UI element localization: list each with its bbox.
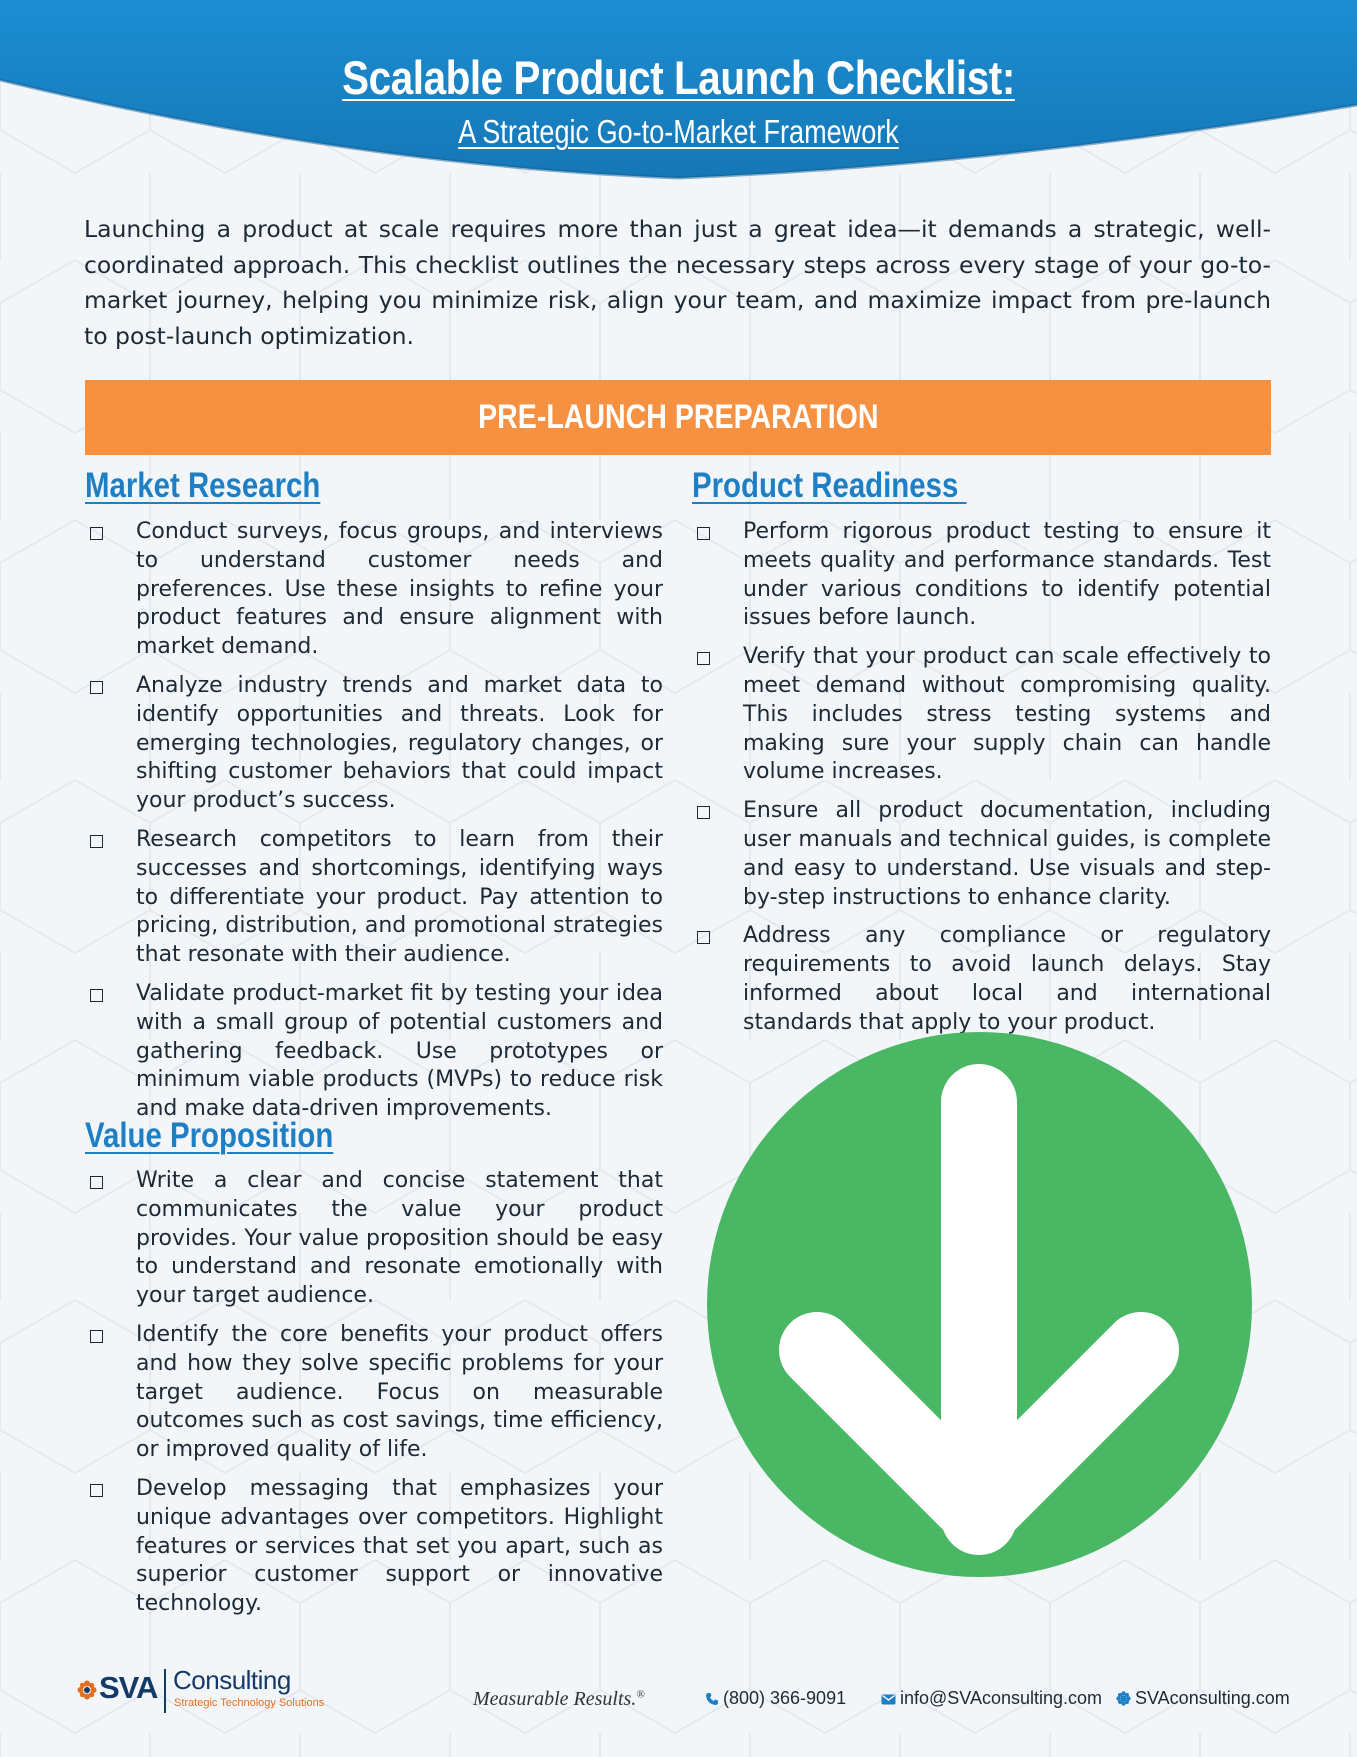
checkbox-icon[interactable] [697,652,710,665]
checklist-item: Analyze industry trends and market data to identify opportunities and threats. Look for emerging technologies, regulatory changes, or shifting customer behaviors that could impact your product’s success. [85,672,663,816]
down-arrow-icon [707,1032,1252,1577]
footer-email[interactable]: info@SVAconsulting.com [881,1688,1102,1709]
checkbox-icon[interactable] [697,931,710,944]
page-subtitle: A Strategic Go-to-Market Framework [458,113,899,150]
checklist-item: Develop messaging that emphasizes your unique advantages over competitors. Highlight features or services that set you apart, such as superior customer support or innovative technology. [85,1475,663,1619]
checklist-item: Verify that your product can scale effectively to meet demand without compromising quality. This includes stress testing systems and making sure your supply chain can handle volume increases. [692,643,1271,787]
product-readiness-list [692,518,1271,1048]
checklist-item: Perform rigorous product testing to ensure it meets quality and performance standards. Test under various conditions to identify potential issues before launch. [692,518,1271,633]
checklist-item: Address any compliance or regulatory requirements to avoid launch delays. Stay informed about local and international standards that apply to your product. [692,922,1271,1037]
sva-logo-icon [77,1680,97,1700]
checkbox-icon[interactable] [90,1484,103,1497]
checklist-item: Conduct surveys, focus groups, and interviews to understand customer needs and preferences. Use these insights to refine your product features and ensure alignment with market demand. [85,518,663,662]
footer-tagline: Measurable Results.® [473,1688,645,1710]
value-proposition-list [85,1167,663,1629]
logo-separator [164,1669,166,1713]
checkbox-icon[interactable] [90,1176,103,1189]
page-title: Scalable Product Launch Checklist: [342,51,1015,104]
footer-website[interactable]: SVAconsulting.com [1116,1688,1290,1709]
checkbox-icon[interactable] [90,835,103,848]
checkbox-icon[interactable] [697,806,710,819]
logo-mark: SVA [99,1670,158,1705]
email-icon [881,1693,896,1705]
checklist-item: Research competitors to learn from their successes and shortcomings, identifying ways to differentiate your product. Pay attention to pricing, distribution, and promotional strategies that resonate with their audience. [85,826,663,970]
logo-name: Consulting [173,1665,291,1695]
footer [0,1655,1357,1735]
checkbox-icon[interactable] [90,989,103,1002]
checklist-item: Ensure all product documentation, including user manuals and technical guides, is complete and easy to understand. Use visuals and step-by-step instructions to enhance clarity. [692,797,1271,912]
checkbox-icon[interactable] [90,1330,103,1343]
heading-product-readiness: Product Readiness [692,466,967,505]
section-title: PRE-LAUNCH PREPARATION [477,398,879,436]
intro-paragraph: Launching a product at scale requires more than just a great idea—it demands a strategic, well-coordinated approach. This checklist outlines the necessary steps across every stage of your go-to-market journey, helping you minimize risk, align your team, and maximize impact from pre-launch to post-launch optimization. [84,215,1271,350]
checkbox-icon[interactable] [90,527,103,540]
registered-mark: ® [636,1688,645,1701]
checkbox-icon[interactable] [90,681,103,694]
checklist-item: Identify the core benefits your product offers and how they solve specific problems for your target audience. Focus on measurable outcomes such as cost savings, time efficiency, or improved quality of life. [85,1321,663,1465]
globe-icon [1116,1691,1131,1706]
phone-icon [705,1692,719,1706]
logo-tagline: Strategic Technology Solutions [174,1697,325,1709]
heading-value-proposition: Value Proposition [85,1116,334,1155]
checklist-item: Write a clear and concise statement that communicates the value your product provides. Your value proposition should be easy to understand and resonate emotionally with your target audience. [85,1167,663,1311]
market-research-list [85,518,663,1134]
heading-market-research: Market Research [85,466,321,505]
section-banner [85,380,1271,455]
checklist-item: Validate product-market fit by testing your idea with a small group of potential customers and gathering feedback. Use prototypes or minimum viable products (MVPs) to reduce risk and make data-driven improvements. [85,980,663,1124]
checkbox-icon[interactable] [697,527,710,540]
footer-phone[interactable]: (800) 366-9091 [705,1688,846,1709]
